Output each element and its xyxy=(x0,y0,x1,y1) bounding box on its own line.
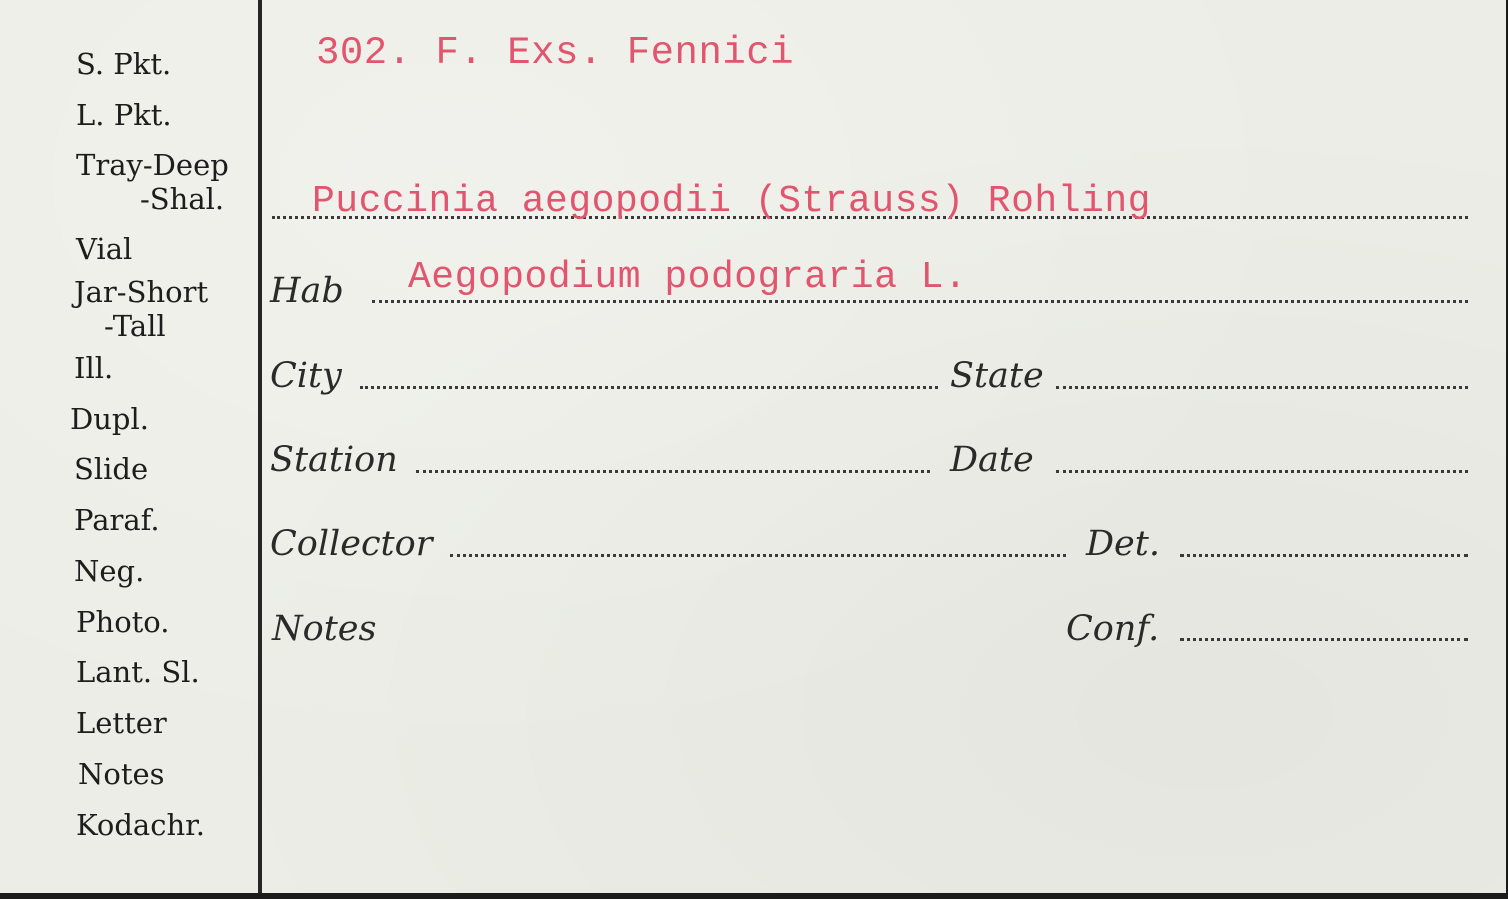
label-det: Det. xyxy=(1086,524,1160,564)
collector-dotted-line xyxy=(450,554,1066,557)
conf-dotted-line xyxy=(1180,638,1468,641)
date-dotted-line xyxy=(1056,470,1468,473)
state-dotted-line xyxy=(1056,386,1468,389)
left-item-neg: Neg. xyxy=(74,554,145,588)
left-item-kodachr: Kodachr. xyxy=(76,808,206,842)
station-dotted-line xyxy=(416,470,930,473)
typed-header: 302. F. Exs. Fennici xyxy=(316,31,795,75)
left-item-ill: Ill. xyxy=(74,351,114,385)
left-item-vial: Vial xyxy=(76,232,133,266)
left-item-dupl: Dupl. xyxy=(70,402,149,436)
left-item-tray-deep: Tray-Deep xyxy=(76,148,229,182)
left-item-photo: Photo. xyxy=(76,605,170,639)
left-item-shal: -Shal. xyxy=(140,182,225,216)
city-dotted-line xyxy=(360,386,938,389)
label-station: Station xyxy=(270,440,398,480)
left-item-tall: -Tall xyxy=(104,309,166,343)
det-dotted-line xyxy=(1180,554,1468,557)
label-date: Date xyxy=(950,440,1034,480)
label-notes: Notes xyxy=(272,609,377,649)
column-divider xyxy=(258,0,262,893)
typed-species: Puccinia aegopodii (Strauss) Rohling xyxy=(312,180,1151,223)
left-item-letter: Letter xyxy=(76,706,167,740)
left-item-slide: Slide xyxy=(74,452,149,486)
label-state: State xyxy=(950,356,1044,396)
left-item-l-pkt: L. Pkt. xyxy=(76,98,172,132)
hab-dotted-line xyxy=(372,300,1468,303)
label-conf: Conf. xyxy=(1066,609,1160,649)
left-item-paraf: Paraf. xyxy=(74,503,160,537)
left-item-notes: Notes xyxy=(78,757,165,791)
left-item-lant-sl: Lant. Sl. xyxy=(76,655,200,689)
label-city: City xyxy=(270,356,342,396)
label-collector: Collector xyxy=(270,524,433,564)
label-hab: Hab xyxy=(270,271,344,311)
left-item-s-pkt: S. Pkt. xyxy=(76,47,172,81)
typed-host: Aegopodium podograria L. xyxy=(408,256,968,299)
left-item-jar-short: Jar-Short xyxy=(74,275,209,309)
